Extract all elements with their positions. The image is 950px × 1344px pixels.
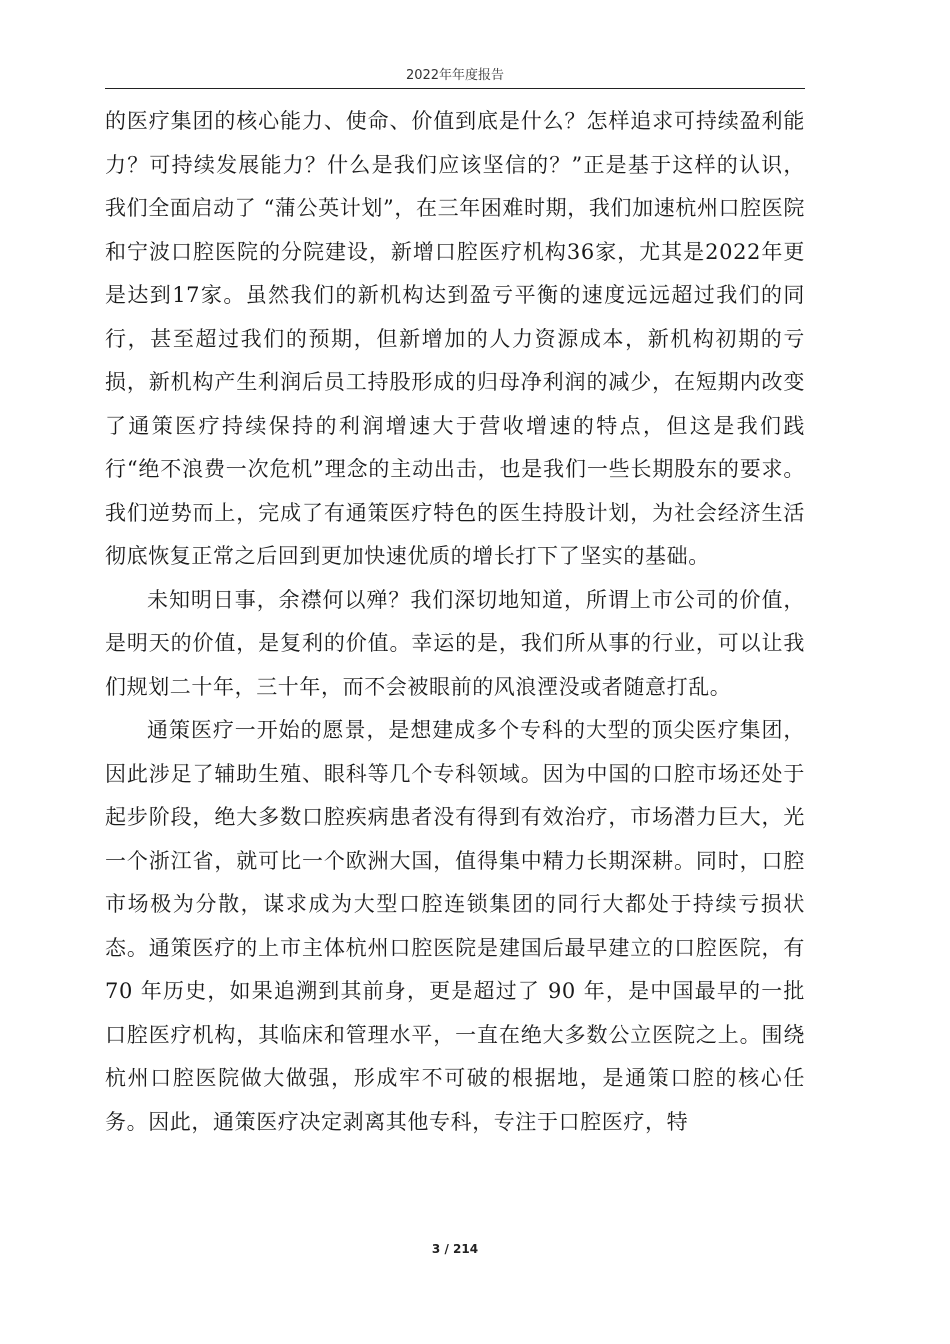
paragraph: 通策医疗一开始的愿景，是想建成多个专科的大型的顶尖医疗集团，因此涉足了辅助生殖、眼科等几个专科领域。因为中国的口腔市场还处于起步阶段，绝大多数口腔疾病患者没有得到有效治疗，市场潜力巨大，光一个浙江省，就可比一个欧洲大国，值得集中精力长期深耕。同时，口腔市场极为分散，谋求成为大型口腔连锁集团的同行大都处于持续亏损状态。通策医疗的上市主体杭州口腔医院是建国后最早建立的口腔医院，有 70 年历史，如果追溯到其前身，更是超过了 90 年，是中国最早的一批口腔医疗机构，其临床和管理水平，一直在绝大多数公立医院之上。围绕杭州口腔医院做大做强，形成牢不可破的根据地，是通策口腔的核心任务。因此，通策医疗决定剥离其他专科，专注于口腔医疗，特 xyxy=(105,718,805,1134)
paragraph-continuation: 的医疗集团的核心能力、使命、价值到底是什么？怎样追求可持续盈利能力？可持续发展能力？什么是我们应该坚信的？”正是基于这样的认识，我们全面启动了 “蒲公英计划”，在三年困难时期，我们加速杭州口腔医院和宁波口腔医院的分院建设，新增口腔医疗机构36家，尤其是2022年更是达到17家。虽然我们的新机构达到盈亏平衡的速度远远超过我们的同行，甚至超过我们的预期，但新增加的人力资源成本，新机构初期的亏损，新机构产生利润后员工持股形成的归母净利润的减少，在短期内改变了通策医疗持续保持的利润增速大于营收增速的特点，但这是我们践行“绝不浪费一次危机”理念的主动出击，也是我们一些长期股东的要求。我们逆势而上，完成了有通策医疗特色的医生持股计划，为社会经济生活彻底恢复正常之后回到更加快速优质的增长打下了坚实的基础。 xyxy=(105,109,805,568)
header-divider xyxy=(105,88,805,89)
page-header: 2022年年度报告 xyxy=(405,68,505,83)
paragraph: 未知明日事，余襟何以殚？我们深切地知道，所谓上市公司的价值，是明天的价值，是复利的价值。幸运的是，我们所从事的行业，可以让我们规划二十年，三十年，而不会被眼前的风浪湮没或者随意打乱。 xyxy=(105,587,805,699)
document-body xyxy=(105,100,805,1144)
page-number: 3 / 214 xyxy=(431,1242,479,1256)
